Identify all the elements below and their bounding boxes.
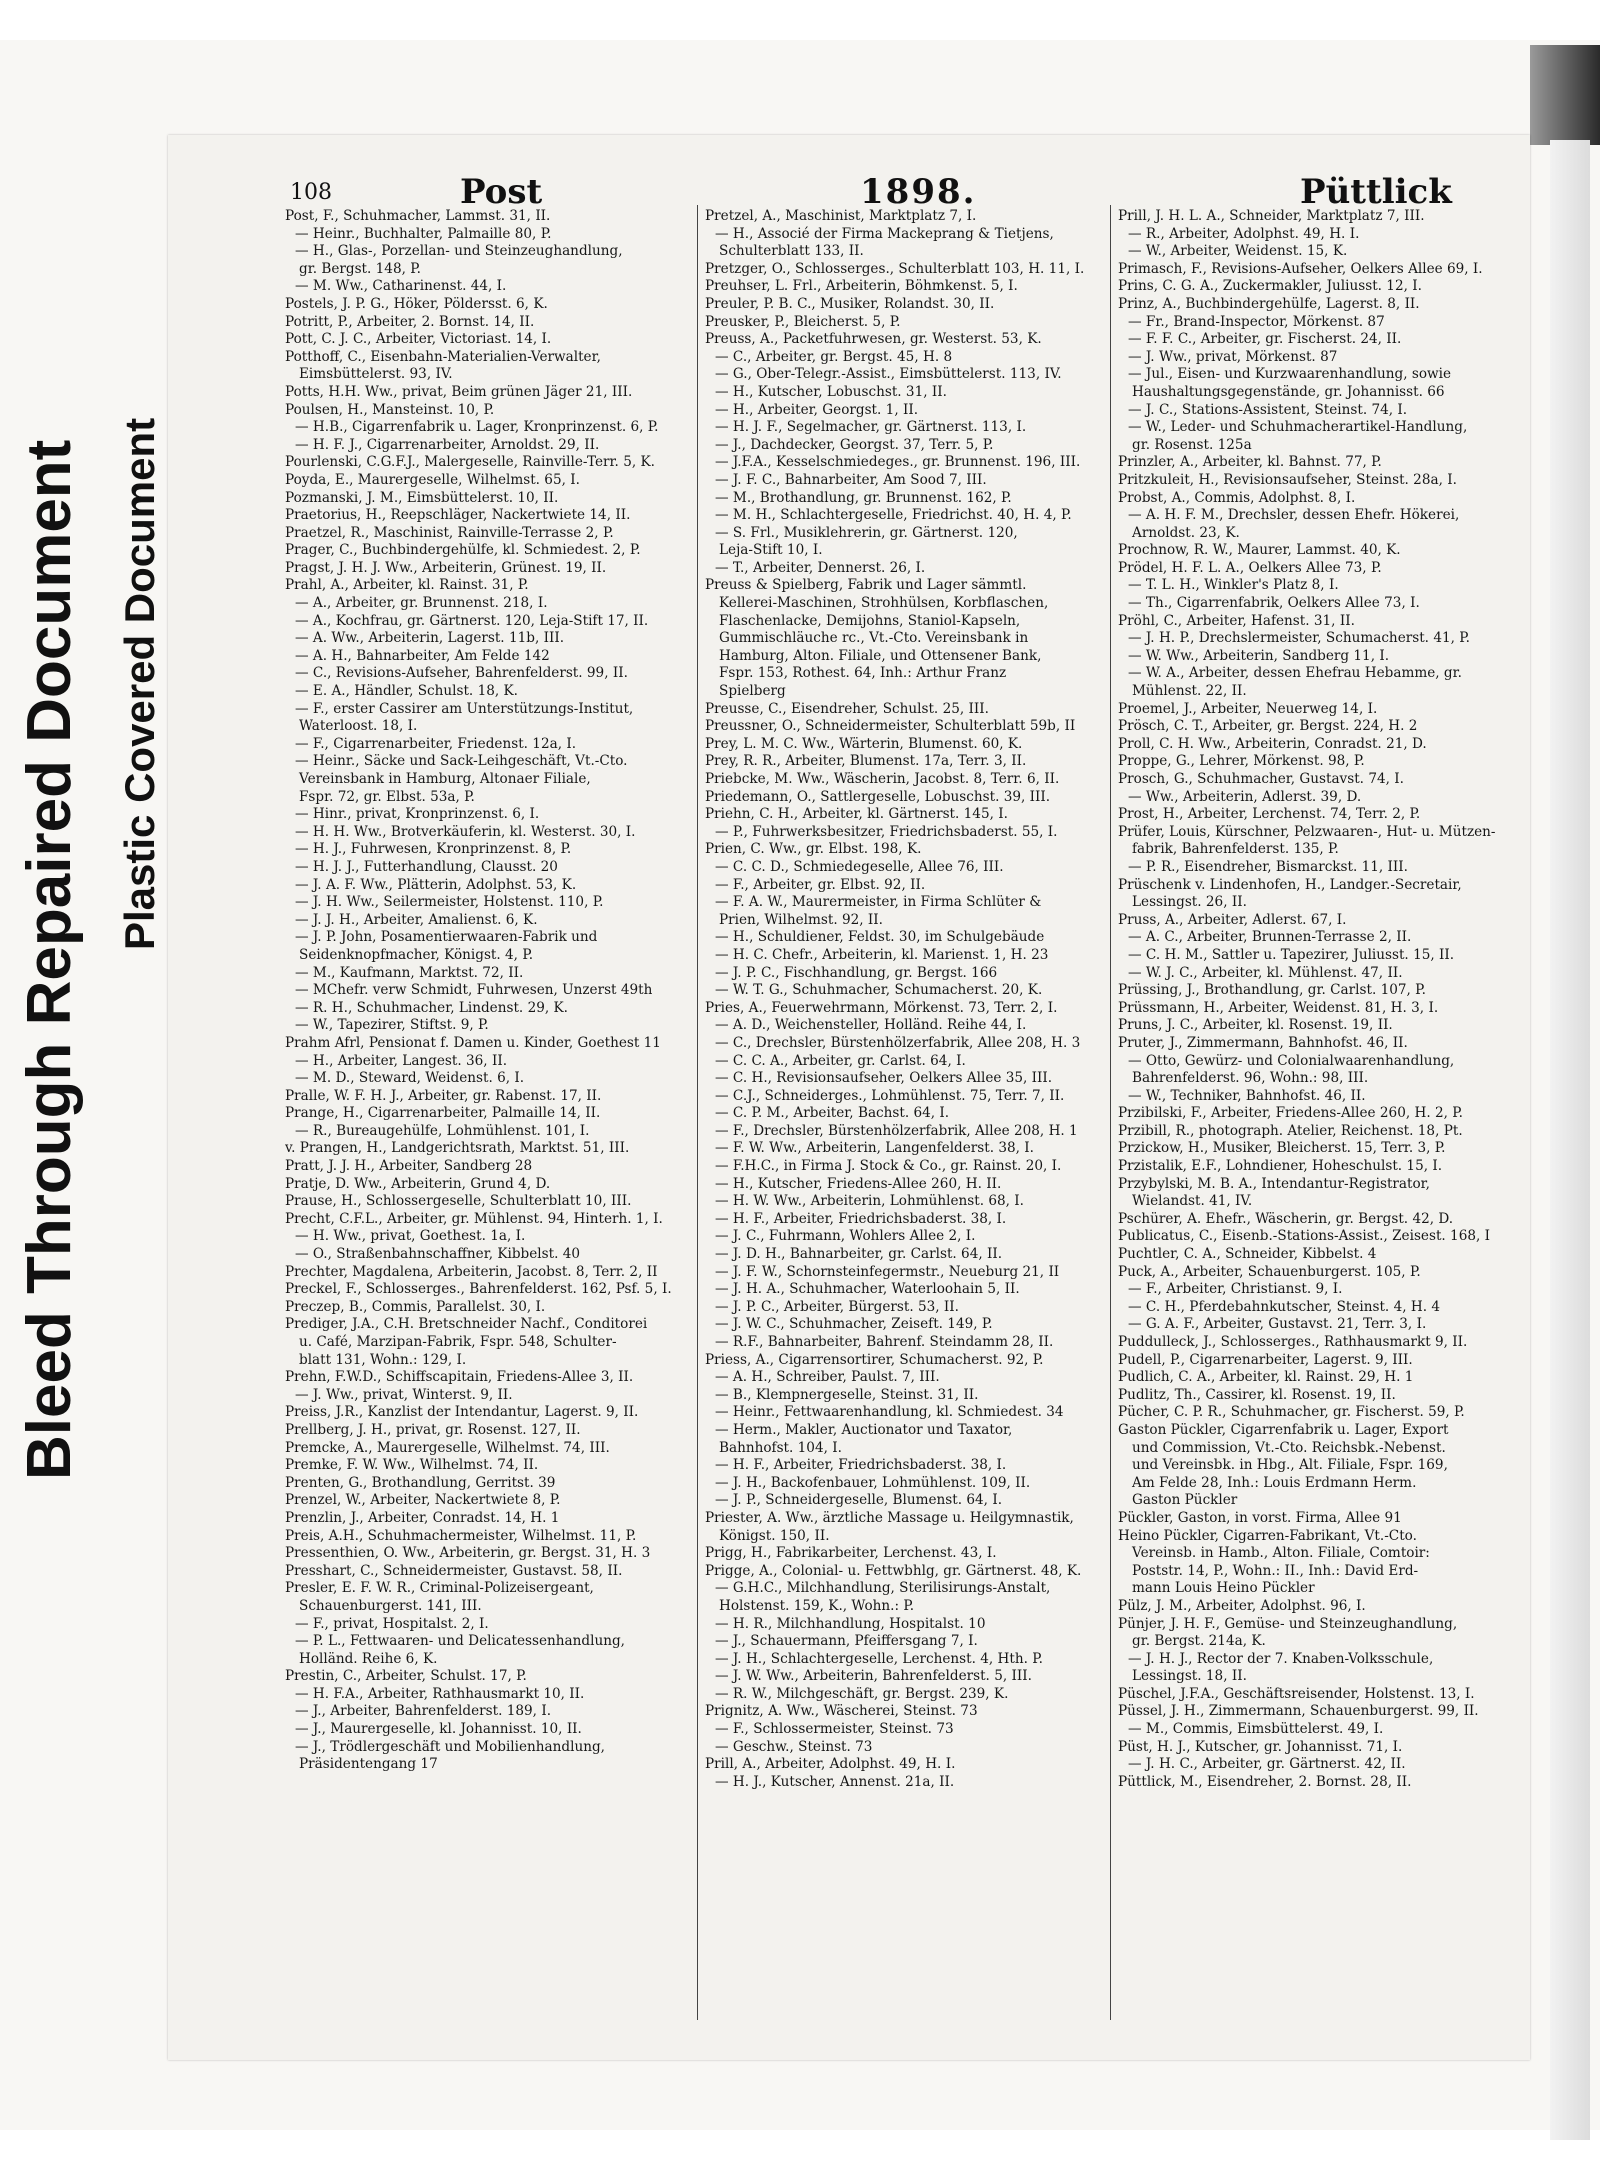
directory-entry: Prehn, F.W.D., Schiffscapitain, Friedens-Allee 3, II. [285,1369,634,1386]
directory-entry: Prödel, H. F. L. A., Oelkers Allee 73, P. [1118,559,1382,576]
directory-entry: Leja-Stift 10, I. [719,542,823,559]
directory-entry: Pott, C. J. C., Arbeiter, Victoriast. 14, I. [285,331,552,348]
directory-entry: Priebcke, M. Ww., Wäscherin, Jacobst. 8, Terr. 6, II. [705,771,1060,787]
directory-entry: Haushaltungsgegenstände, gr. Johannisst. 66 [1132,383,1445,400]
directory-column-1 [285,208,690,2018]
directory-entry: — F.H.C., in Firma J. Stock & Co., gr. Rainst. 20, I. [715,1158,1062,1175]
directory-entry: — A., Kochfrau, gr. Gärtnerst. 120, Leja-Stift 17, II. [295,612,649,629]
plastic-covered-stamp: Plastic Covered Document [116,417,163,950]
directory-entry: — F. W. Ww., Arbeiterin, Langenfelderst. 38, I. [715,1140,1034,1157]
directory-entry: Preis, A.H., Schuhmachermeister, Wilhelmst. 11, P. [285,1527,637,1544]
directory-entry: — F., Arbeiter, gr. Elbst. 92, II. [715,876,926,893]
directory-entry: Poststr. 14, P., Wohn.: II., Inh.: David Erd- [1132,1562,1419,1579]
directory-entry: u. Café, Marzipan-Fabrik, Fspr. 548, Schulter- [299,1334,617,1350]
directory-entry: — H. Ww., privat, Goethest. 1a, I. [295,1228,526,1245]
page-number: 108 [290,180,332,205]
directory-entry: Pralle, W. F. H. J., Arbeiter, gr. Rabenst. 17, II. [285,1087,602,1104]
directory-entry: — Ww., Arbeiterin, Adlerst. 39, D. [1128,788,1362,805]
directory-entry: — R. W., Milchgeschäft, gr. Bergst. 239, K. [715,1685,1009,1702]
directory-entry: — G., Ober-Telegr.-Assist., Eimsbüttelerst. 113, IV. [715,366,1062,383]
directory-entry: — H., Arbeiter, Langest. 36, II. [295,1052,508,1069]
directory-entry: Vereinsb. in Hamb., Alton. Filiale, Comtoir: [1132,1545,1430,1562]
directory-entry: — J., Trödlergeschäft und Mobilienhandlung, [295,1738,606,1755]
directory-entry: — J. H. P., Drechslermeister, Schumacherst. 41, P. [1128,630,1470,647]
directory-entry: Preuss, A., Packetfuhrwesen, gr. Westerst. 53, K. [705,331,1042,348]
directory-entry: Potritt, P., Arbeiter, 2. Bornst. 14, II. [285,313,535,330]
directory-entry: — W., Tapezirer, Stiftst. 9, P. [295,1017,489,1034]
directory-entry: — Th., Cigarrenfabrik, Oelkers Allee 73, I. [1128,595,1420,612]
directory-entry: Püschel, J.F.A., Geschäftsreisender, Holstenst. 13, I. [1118,1685,1475,1702]
directory-entry: — C., Revisions-Aufseher, Bahrenfelderst. 99, II. [295,665,628,682]
directory-entry: Presler, E. F. W. R., Criminal-Polizeisergeant, [285,1580,594,1597]
directory-entry: — A. Ww., Arbeiterin, Lagerst. 11b, III. [295,630,565,647]
directory-entry: — W., Arbeiter, Weidenst. 15, K. [1128,243,1348,260]
directory-entry: — M., Brothandlung, gr. Brunnenst. 162, P. [715,489,1012,506]
directory-entry: Prinz, A., Buchbindergehülfe, Lagerst. 8, II. [1118,295,1420,312]
directory-entry: — P. L., Fettwaaren- und Delicatessenhandlung, [295,1633,625,1650]
directory-entry: — R., Arbeiter, Adolphst. 49, H. I. [1128,225,1360,242]
directory-entry: Gaston Pückler, Cigarrenfabrik u. Lager, Export [1118,1421,1449,1438]
directory-entry: Prenten, G., Brothandlung, Gerritst. 39 [285,1474,556,1491]
directory-entry: Prenzel, W., Arbeiter, Nackertwiete 8, P. [285,1492,561,1509]
directory-entry: — P., Fuhrwerksbesitzer, Friedrichsbaderst. 55, I. [715,823,1058,840]
directory-entry: mann Louis Heino Pückler [1132,1580,1315,1597]
directory-entry: Pruns, J. C., Arbeiter, kl. Rosenst. 19, II. [1118,1017,1393,1034]
directory-entry: — F. A. W., Maurermeister, in Firma Schlüter & [715,894,1042,911]
directory-entry: und Vereinsbk. in Hbg., Alt. Filiale, Fspr. 169, [1132,1457,1448,1474]
directory-entry: — H., Kutscher, Lobuschst. 31, II. [715,383,947,400]
directory-entry: — H. F. J., Cigarrenarbeiter, Arnoldst. 29, II. [295,436,600,453]
directory-entry: — H.B., Cigarrenfabrik u. Lager, Kronprinzenst. 6, P. [295,419,659,436]
directory-entry: — C.J., Schneiderges., Lohmühlenst. 75, Terr. 7, II. [715,1087,1065,1104]
directory-entry: — A. C., Arbeiter, Brunnen-Terrasse 2, II. [1128,929,1412,946]
directory-entry: — H. C. Chefr., Arbeiterin, kl. Marienst. 1, H. 23 [715,946,1049,963]
directory-entry: Proemel, J., Arbeiter, Neuerweg 14, I. [1118,700,1378,717]
directory-entry: — J. C., Fuhrmann, Wohlers Allee 2, I. [715,1228,976,1245]
directory-entry: — R.F., Bahnarbeiter, Bahrenf. Steindamm 28, II. [715,1334,1054,1350]
directory-entry: — H. J., Fuhrwesen, Kronprinzenst. 8, P. [295,841,572,858]
directory-entry: Gaston Pückler [1132,1492,1238,1509]
directory-entry: Püssel, J. H., Zimmermann, Schauenburgerst. 99, II. [1118,1703,1479,1720]
directory-entry: Pudlich, C. A., Arbeiter, kl. Rainst. 29, H. 1 [1118,1369,1414,1386]
directory-entry: — J. F. C., Bahnarbeiter, Am Sood 7, III. [715,471,987,488]
directory-entry: Preusker, P., Bleicherst. 5, P. [705,313,901,330]
directory-entry: — J. P. John, Posamentierwaaren-Fabrik und [295,929,598,946]
directory-column-3 [1118,208,1523,2018]
directory-entry: Preuss & Spielberg, Fabrik und Lager sämmtl. [705,577,1027,594]
directory-entry: Puck, A., Arbeiter, Schauenburgerst. 105, P. [1118,1263,1421,1280]
directory-entry: — H., Schuldiener, Feldst. 30, im Schulgebäude [715,929,1045,946]
directory-entry: Preiss, J.R., Kanzlist der Intendantur, Lagerst. 9, II. [285,1404,639,1421]
directory-entry: — Otto, Gewürz- und Colonialwaarenhandlung, [1128,1052,1455,1069]
directory-entry: — M., Commis, Eimsbüttelerst. 49, I. [1128,1721,1384,1738]
directory-entry: — J.F.A., Kesselschmiedeges., gr. Brunnenst. 196, III. [715,454,1081,471]
directory-entry: Potthoff, C., Eisenbahn-Materialien-Verwalter, [285,348,601,365]
directory-entry: — H. F., Arbeiter, Friedrichsbaderst. 38, I. [715,1457,1007,1474]
directory-entry: Prestin, C., Arbeiter, Schulst. 17, P. [285,1668,527,1685]
directory-entry: Prochnow, R. W., Maurer, Lammst. 40, K. [1118,542,1401,559]
directory-entry: — H. J. J., Futterhandlung, Clausst. 20 [295,858,558,875]
directory-entry: — G. A. F., Arbeiter, Gustavst. 21, Terr. 3, I. [1128,1316,1427,1333]
directory-entry: — C. C. D., Schmiedegeselle, Allee 76, III. [715,858,1004,875]
directory-entry: — H. F., Arbeiter, Friedrichsbaderst. 38, I. [715,1210,1007,1227]
directory-entry: — R., Bureaugehülfe, Lohmühlenst. 101, I. [295,1122,590,1139]
directory-entry: Precht, C.F.L., Arbeiter, gr. Mühlenst. 94, Hinterh. 1, I. [285,1210,663,1227]
directory-entry: Proll, C. H. Ww., Arbeiterin, Conradst. 21, D. [1118,735,1427,752]
directory-entry: Poyda, E., Maurergeselle, Wilhelmst. 65, I. [285,471,580,488]
directory-entry: Prignitz, A. Ww., Wäscherei, Steinst. 73 [705,1703,978,1720]
column-divider [697,205,698,2020]
directory-entry: Fspr. 72, gr. Elbst. 53a, P. [299,788,475,805]
directory-entry: — W., Techniker, Bahnhofst. 46, II. [1128,1087,1366,1104]
directory-entry: — P. R., Eisendreher, Bismarckst. 11, III. [1128,858,1408,875]
directory-entry: gr. Bergst. 148, P. [299,260,421,277]
directory-entry: — M., Kaufmann, Marktst. 72, II. [295,964,524,981]
directory-entry: — C. C. A., Arbeiter, gr. Carlst. 64, I. [715,1052,966,1069]
directory-entry: Pretzel, A., Maschinist, Marktplatz 7, I. [705,208,977,224]
directory-entry: Prigge, A., Colonial- u. Fettwbhlg, gr. Gärtnerst. 48, K. [705,1562,1082,1579]
directory-entry: — H. J., Kutscher, Annenst. 21a, II. [715,1773,955,1790]
directory-entry: — F., Schlossermeister, Steinst. 73 [715,1721,954,1738]
directory-entry: — H., Kutscher, Friedens-Allee 260, H. II. [715,1175,1002,1192]
directory-entry: — H. F.A., Arbeiter, Rathhausmarkt 10, II. [295,1685,585,1702]
header-left-keyword: Post [460,172,543,212]
directory-entry: — F., Arbeiter, Christianst. 9, I. [1128,1281,1343,1298]
directory-entry: — Heinr., Fettwaarenhandlung, kl. Schmiedest. 34 [715,1404,1064,1421]
directory-entry: Pruss, A., Arbeiter, Adlerst. 67, I. [1118,911,1347,928]
directory-entry: — W. Ww., Arbeiterin, Sandberg 11, I. [1128,647,1390,664]
directory-entry: Priester, A. Ww., ärztliche Massage u. Heilgymnastik, [705,1509,1074,1526]
directory-entry: — M. D., Steward, Weidenst. 6, I. [295,1070,525,1087]
directory-entry: Prinzler, A., Arbeiter, kl. Bahnst. 77, P. [1118,454,1382,471]
directory-entry: — H., Glas-, Porzellan- und Steinzeughandlung, [295,243,623,260]
directory-entry: Püst, H. J., Kutscher, gr. Johannisst. 71, I. [1118,1738,1403,1755]
directory-entry: Wielandst. 41, IV. [1132,1193,1253,1210]
directory-entry: Prost, H., Arbeiter, Lerchenst. 74, Terr. 2, P. [1118,806,1421,823]
directory-entry: Pratt, J. J. H., Arbeiter, Sandberg 28 [285,1158,533,1175]
directory-entry: — R. H., Schuhmacher, Lindenst. 29, K. [295,999,568,1016]
directory-entry: — C., Drechsler, Bürstenhölzerfabrik, Allee 208, H. 3 [715,1034,1081,1051]
directory-entry: Prigg, H., Fabrikarbeiter, Lerchenst. 43, I. [705,1545,997,1562]
directory-entry: v. Prangen, H., Landgerichtsrath, Marktst. 51, III. [285,1140,630,1157]
directory-entry: Pourlenski, C.G.F.J., Malergeselle, Rainville-Terr. 5, K. [285,454,655,471]
directory-entry: — W. T. G., Schuhmacher, Schumacherst. 20, K. [715,982,1043,999]
directory-entry: Pückler, Gaston, in vorst. Firma, Allee 91 [1118,1509,1402,1526]
directory-entry: Schauenburgerst. 141, III. [299,1597,482,1614]
directory-entry: Königst. 150, II. [719,1527,830,1544]
directory-entry: — H. H. Ww., Brotverkäuferin, kl. Westerst. 30, I. [295,823,636,840]
directory-entry: Probst, A., Commis, Adolphst. 8, I. [1118,489,1356,506]
directory-entry: Postels, J. P. G., Höker, Pöldersst. 6, K. [285,295,548,312]
directory-entry: — W. J. C., Arbeiter, kl. Mühlenst. 47, II. [1128,964,1403,981]
directory-entry: Pozmanski, J. M., Eimsbüttelerst. 10, II. [285,489,559,506]
directory-entry: Prüschenk v. Lindenhofen, H., Landger.-Secretair, [1118,876,1462,893]
directory-entry: Schulterblatt 133, II. [719,243,864,260]
directory-entry: Heino Pückler, Cigarren-Fabrikant, Vt.-Cto. [1118,1527,1417,1544]
directory-entry: — J., Dachdecker, Georgst. 37, Terr. 5, P. [715,436,994,453]
directory-entry: Publicatus, C., Eisenb.-Stations-Assist., Zeisest. 168, I [1118,1228,1491,1245]
directory-entry: — J. W. Ww., Arbeiterin, Bahrenfelderst. 5, III. [715,1668,1032,1685]
directory-entry: — J. C., Stations-Assistent, Steinst. 74, I. [1128,401,1408,418]
directory-entry: — J. A. F. Ww., Plätterin, Adolphst. 53, K. [295,876,577,893]
directory-entry: Prause, H., Schlossergeselle, Schulterblatt 10, III. [285,1193,632,1210]
directory-entry: — J. P. C., Fischhandlung, gr. Bergst. 166 [715,964,998,981]
directory-entry: — J. H. J., Rector der 7. Knaben-Volksschule, [1128,1650,1434,1667]
directory-entry: Holländ. Reihe 6, K. [299,1650,438,1667]
scanner-shadow-right [1550,140,1590,2140]
directory-entry: Priedemann, O., Sattlergeselle, Lobuschst. 39, III. [705,788,1051,805]
directory-entry: gr. Bergst. 214a, K. [1132,1633,1266,1650]
directory-entry: Pritzkuleit, H., Revisionsaufseher, Steinst. 28a, I. [1118,471,1457,488]
directory-entry: — C. H., Pferdebahnkutscher, Steinst. 4, H. 4 [1128,1298,1441,1315]
directory-entry: Lessingst. 26, II. [1132,894,1247,911]
directory-entry: — J. Ww., privat, Winterst. 9, II. [295,1386,513,1403]
directory-entry: Przybylski, M. B. A., Intendantur-Registrator, [1118,1175,1430,1192]
directory-entry: Prüssing, J., Brothandlung, gr. Carlst. 107, P. [1118,982,1426,999]
directory-entry: — H. R., Milchhandlung, Hospitalst. 10 [715,1615,986,1632]
directory-entry: — J., Arbeiter, Bahrenfelderst. 189, I. [295,1703,552,1720]
directory-entry: — W. A., Arbeiter, dessen Ehefrau Hebamme, gr. [1128,665,1462,682]
directory-entry: Premcke, A., Maurergeselle, Wilhelmst. 74, III. [285,1439,610,1456]
directory-entry: — Fr., Brand-Inspector, Mörkenst. 87 [1128,313,1385,330]
scanner-shadow-corner [1530,45,1600,145]
directory-entry: — A. H., Schreiber, Paulst. 7, III. [715,1369,940,1386]
directory-entry: — J. H. C., Arbeiter, gr. Gärtnerst. 42, II. [1128,1756,1406,1773]
directory-entry: Premke, F. W. Ww., Wilhelmst. 74, II. [285,1457,539,1474]
directory-entry: fabrik, Bahrenfelderst. 135, P. [1132,841,1339,858]
directory-entry: — J. H. A., Schuhmacher, Waterloohain 5, II. [715,1281,1020,1298]
directory-entry: blatt 131, Wohn.: 129, I. [299,1351,467,1368]
directory-entry: Pücher, C. P. R., Schuhmacher, gr. Fischerst. 59, P. [1118,1404,1465,1421]
directory-entry: — J. P. C., Arbeiter, Bürgerst. 53, II. [715,1298,959,1315]
header-right-keyword: Püttlick [1300,172,1452,212]
directory-entry: — S. Frl., Musiklehrerin, gr. Gärtnerst. 120, [715,524,1018,541]
directory-entry: Prüfer, Louis, Kürschner, Pelzwaaren-, Hut- u. Mützen- [1118,823,1496,840]
directory-entry: Puddulleck, J., Schlosserges., Rathhausmarkt 9, II. [1118,1334,1468,1350]
directory-entry: — G.H.C., Milchhandlung, Sterilisirungs-Anstalt, [715,1580,1051,1597]
directory-entry: Lessingst. 18, II. [1132,1668,1247,1685]
directory-entry: Preczep, B., Commis, Parallelst. 30, I. [285,1298,546,1315]
directory-entry: — H. J. F., Segelmacher, gr. Gärtnerst. 113, I. [715,419,1027,436]
directory-entry: — J. H., Schlachtergeselle, Lerchenst. 4, Hth. P. [715,1650,1043,1667]
directory-entry: Prey, L. M. C. Ww., Wärterin, Blumenst. 60, K. [705,735,1023,752]
directory-entry: Post, F., Schuhmacher, Lammst. 31, II. [285,208,551,224]
directory-entry: — J. W. C., Schuhmacher, Zeiseft. 149, P. [715,1316,993,1333]
directory-entry: Prill, A., Arbeiter, Adolphst. 49, H. I. [705,1756,956,1773]
directory-entry: — Geschw., Steinst. 73 [715,1738,873,1755]
directory-entry: — J. F. W., Schornsteinfegermstr., Neueburg 21, II [715,1263,1060,1280]
directory-entry: Prahm Afrl, Pensionat f. Damen u. Kinder, Goethest 11 [285,1034,661,1051]
directory-entry: und Commission, Vt.-Cto. Reichsbk.-Nebenst. [1132,1439,1446,1456]
directory-entry: Potts, H.H. Ww., privat, Beim grünen Jäger 21, III. [285,383,633,400]
directory-entry: — J. J. H., Arbeiter, Amalienst. 6, K. [295,911,538,928]
directory-entry: Preuler, P. B. C., Musiker, Rolandst. 30, II. [705,295,995,312]
directory-entry: — J. H. Ww., Seilermeister, Holstenst. 110, P. [295,894,604,911]
directory-entry: Präsidentengang 17 [299,1756,438,1773]
directory-entry: Pressenthien, O. Ww., Arbeiterin, gr. Bergst. 31, H. 3 [285,1545,651,1562]
directory-entry: Waterloost. 18, I. [299,718,418,735]
directory-entry: — Jul., Eisen- und Kurzwaarenhandlung, sowie [1128,366,1452,383]
directory-entry: Bahnhofst. 104, I. [719,1439,842,1456]
directory-entry: Prüssmann, H., Arbeiter, Weidenst. 81, H. 3, I. [1118,999,1439,1016]
directory-entry: Am Felde 28, Inh.: Louis Erdmann Herm. [1132,1474,1417,1491]
directory-entry: — A. D., Weichensteller, Holländ. Reihe 44, I. [715,1017,1027,1034]
directory-entry: Fspr. 153, Rothest. 64, Inh.: Arthur Franz [719,665,1007,682]
directory-entry: — T. L. H., Winkler's Platz 8, I. [1128,577,1339,594]
directory-entry: Puchtler, C. A., Schneider, Kibbelst. 4 [1118,1246,1377,1263]
directory-entry: — A. H., Bahnarbeiter, Am Felde 142 [295,647,550,664]
directory-entry: — H., Arbeiter, Georgst. 1, II. [715,401,919,418]
directory-column-2 [705,208,1110,2018]
column-divider [1110,205,1111,2020]
directory-entry: Prill, J. H. L. A., Schneider, Marktplatz 7, III. [1118,208,1425,224]
directory-entry: — J. P., Schneidergeselle, Blumenst. 64, I. [715,1492,1003,1509]
directory-entry: Eimsbüttelerst. 93, IV. [299,366,453,383]
directory-entry: Preussner, O., Schneidermeister, Schulterblatt 59b, II [705,718,1076,735]
directory-entry: Priess, A., Cigarrensortirer, Schumacherst. 92, P. [705,1351,1044,1368]
directory-entry: Spielberg [719,683,786,700]
directory-entry: Prien, Wilhelmst. 92, II. [719,911,883,928]
directory-entry: Prange, H., Cigarrenarbeiter, Palmaille 14, II. [285,1105,601,1122]
directory-entry: — C., Arbeiter, gr. Bergst. 45, H. 8 [715,348,953,365]
directory-entry: Presshart, C., Schneidermeister, Gustavst. 58, II. [285,1562,623,1579]
directory-entry: Flaschenlacke, Demijohns, Staniol-Kapseln, [719,612,1021,629]
directory-entry: — F., erster Cassirer am Unterstützungs-Institut, [295,700,634,717]
directory-entry: — A., Arbeiter, gr. Brunnenst. 218, I. [295,595,548,612]
directory-entry: Prahl, A., Arbeiter, kl. Rainst. 31, P. [285,577,529,594]
directory-entry: — H., Associé der Firma Mackeprang & Tietjens, [715,225,1054,242]
directory-entry: Przickow, H., Musiker, Bleicherst. 15, Terr. 3, P. [1118,1140,1446,1157]
directory-entry: Preckel, F., Schlosserges., Bahrenfelderst. 162, Psf. 5, I. [285,1281,672,1298]
directory-entry: — O., Straßenbahnschaffner, Kibbelst. 40 [295,1246,581,1263]
directory-entry: Prien, C. Ww., gr. Elbst. 198, K. [705,841,922,858]
directory-entry: — J. D. H., Bahnarbeiter, gr. Carlst. 64, II. [715,1246,1003,1263]
directory-entry: Bahrenfelderst. 96, Wohn.: 98, III. [1132,1070,1369,1087]
directory-entry: Pröhl, C., Arbeiter, Hafenst. 31, II. [1118,612,1355,629]
directory-entry: Pudell, P., Cigarrenarbeiter, Lagerst. 9, III. [1118,1351,1413,1368]
directory-entry: Priehn, C. H., Arbeiter, kl. Gärtnerst. 145, I. [705,806,1008,823]
bleed-through-stamp: Bleed Through Repaired Document [15,439,84,1480]
directory-entry: — J. Ww., privat, Mörkenst. 87 [1128,348,1338,365]
directory-entry: — A. H. F. M., Drechsler, dessen Ehefr. Hökerei, [1128,507,1460,524]
directory-entry: Preusse, C., Eisendreher, Schulst. 25, III. [705,700,989,717]
directory-entry: Gummischläuche rc., Vt.-Cto. Vereinsbank in [719,630,1029,647]
directory-entry: Primasch, F., Revisions-Aufseher, Oelkers Allee 69, I. [1118,260,1483,277]
directory-entry: Kellerei-Maschinen, Strohhülsen, Korbflaschen, [719,595,1049,612]
directory-entry: — M. H., Schlachtergeselle, Friedrichst. 40, H. 4, P. [715,507,1072,524]
directory-entry: Vereinsbank in Hamburg, Altonaer Filiale, [299,771,591,787]
directory-entry: — M. Ww., Catharinenst. 44, I. [295,278,507,295]
directory-entry: — J. H., Backofenbauer, Lohmühlenst. 109, II. [715,1474,1031,1491]
directory-entry: — F. F. C., Arbeiter, gr. Fischerst. 24, II. [1128,331,1402,348]
directory-entry: Holstenst. 159, K., Wohn.: P. [719,1597,915,1614]
directory-entry: — MChefr. verw Schmidt, Fuhrwesen, Unzerst 49th [295,982,653,999]
directory-entry: Püttlick, M., Eisendreher, 2. Bornst. 28, II. [1118,1773,1412,1790]
directory-entry: — E. A., Händler, Schulst. 18, K. [295,683,518,700]
directory-entry: Pratje, D. Ww., Arbeiterin, Grund 4, D. [285,1175,551,1192]
directory-entry: Seidenknopfmacher, Königst. 4, P. [299,946,534,963]
directory-entry: — Heinr., Buchhalter, Palmaille 80, P. [295,225,552,242]
directory-entry: Praetzel, R., Maschinist, Rainville-Terrasse 2, P. [285,524,614,541]
directory-entry: — J., Maurergeselle, kl. Johannisst. 10, II. [295,1721,582,1738]
directory-entry: Mühlenst. 22, II. [1132,683,1247,700]
header-year: 1898. [860,172,977,212]
directory-entry: — T., Arbeiter, Dennerst. 26, I. [715,559,926,576]
directory-entry: Praetorius, H., Reepschläger, Nackertwiete 14, II. [285,507,631,524]
directory-entry: Prösch, C. T., Arbeiter, gr. Bergst. 224, H. 2 [1118,718,1418,735]
directory-entry: — C. H. M., Sattler u. Tapezirer, Juliusst. 15, II. [1128,946,1455,963]
directory-entry: — C. P. M., Arbeiter, Bachst. 64, I. [715,1105,950,1122]
directory-entry: — Herm., Makler, Auctionator und Taxator, [715,1421,1013,1438]
directory-entry: Przibill, R., photograph. Atelier, Reichenst. 18, Pt. [1118,1122,1463,1139]
directory-entry: Prins, C. G. A., Zuckermakler, Juliusst. 12, I. [1118,278,1422,295]
directory-entry: — F., privat, Hospitalst. 2, I. [295,1615,489,1632]
directory-entry: — Heinr., Säcke und Sack-Leihgeschäft, Vt.-Cto. [295,753,628,770]
directory-entry: Poulsen, H., Mansteinst. 10, P. [285,401,495,418]
directory-entry: Prosch, G., Schuhmacher, Gustavst. 74, I. [1118,771,1404,787]
directory-entry: — F., Cigarrenarbeiter, Friedenst. 12a, I. [295,735,577,752]
directory-entry: — F., Drechsler, Bürstenhölzerfabrik, Allee 208, H. 1 [715,1122,1078,1139]
directory-entry: Prechter, Magdalena, Arbeiterin, Jacobst. 8, Terr. 2, II [285,1263,658,1280]
directory-entry: Pschürer, A. Ehefr., Wäscherin, gr. Bergst. 42, D. [1118,1210,1454,1227]
directory-entry: Prellberg, J. H., privat, gr. Rosenst. 127, II. [285,1421,581,1438]
directory-entry: Prenzlin, J., Arbeiter, Conradst. 14, H. 1 [285,1509,560,1526]
directory-entry: Prager, C., Buchbindergehülfe, kl. Schmiedest. 2, P. [285,542,641,559]
directory-entry: Przistalik, E.F., Lohndiener, Hoheschulst. 15, I. [1118,1158,1443,1175]
directory-entry: — H. W. Ww., Arbeiterin, Lohmühlenst. 68, I. [715,1193,1024,1210]
directory-entry: gr. Rosenst. 125a [1132,436,1252,453]
directory-entry: Pretzger, O., Schlosserges., Schulterblatt 103, H. 11, I. [705,260,1085,277]
directory-entry: Arnoldst. 23, K. [1132,524,1240,541]
directory-entry: — Hinr., privat, Kronprinzenst. 6, I. [295,806,540,823]
directory-entry: Pries, A., Feuerwehrmann, Mörkenst. 73, Terr. 2, I. [705,999,1058,1016]
directory-entry: Hamburg, Alton. Filiale, und Ottensener Bank, [719,647,1042,664]
directory-entry: Prediger, J.A., C.H. Bretschneider Nachf., Conditorei [285,1316,648,1333]
directory-entry: Preuhser, L. Frl., Arbeiterin, Böhmkenst. 5, I. [705,278,1018,295]
directory-entry: Pünjer, J. H. F., Gemüse- und Steinzeughandlung, [1118,1615,1458,1632]
directory-entry: Proppe, G., Lehrer, Mörkenst. 98, P. [1118,753,1365,770]
directory-entry: — C. H., Revisionsaufseher, Oelkers Allee 35, III. [715,1070,1053,1087]
directory-entry: Pülz, J. M., Arbeiter, Adolphst. 96, I. [1118,1597,1366,1614]
directory-entry: Prey, R. R., Arbeiter, Blumenst. 17a, Terr. 3, II. [705,753,1027,770]
directory-entry: — B., Klempnergeselle, Steinst. 31, II. [715,1386,979,1403]
directory-entry: Pruter, J., Zimmermann, Bahnhofst. 46, II. [1118,1034,1408,1051]
directory-entry: — W., Leder- und Schuhmacherartikel-Handlung, [1128,419,1468,436]
directory-entry: — J., Schauermann, Pfeiffersgang 7, I. [715,1633,978,1650]
directory-entry: Przibilski, F., Arbeiter, Friedens-Allee 260, H. 2, P. [1118,1105,1463,1122]
directory-entry: Pragst, J. H. J. Ww., Arbeiterin, Grünest. 19, II. [285,559,607,576]
directory-entry: Pudlitz, Th., Cassirer, kl. Rosenst. 19, II. [1118,1386,1396,1403]
